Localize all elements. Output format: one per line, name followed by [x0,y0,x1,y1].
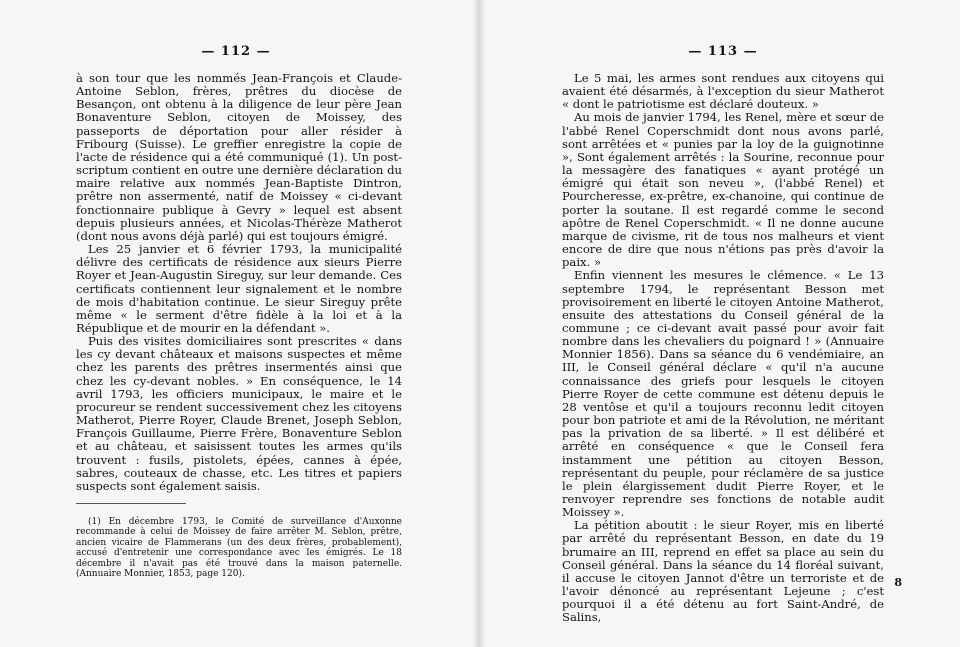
paragraph: La pétition aboutit : le sieur Royer, mis en liberté par arrêté du représentant Besson, en date du 19 brumaire an III, reprend en effet sa place au sein du Conseil général. Dans la séance du 14 floréal suivant, il accuse le citoyen Jannot d'être un terroriste et de l'avoir dénoncé au représentant Lejeune ; c'est pourquoi il a été détenu au fort Saint-André, de Salins, [562,518,884,625]
signature-mark: 8 [894,576,902,589]
body-text [76,72,402,493]
paragraph: Enfin viennent les mesures le clémence. « Le 13 septembre 1794, le représentant Besson met provisoirement en liberté le citoyen Antoine Matherot, ensuite des attestations du Conseil général de la commune ; ce ci-devant avait passé pour avoir fait nombre dans les chevaliers du poignard ! » (Annuaire Monnier 1856). Dans sa séance du 6 vendémiaire, an III, le Conseil général déclare « qu'il n'a aucune connaissance des griefs pour lesquels le citoyen Pierre Royer de cette commune est détenu depuis le 28 ventôse et qu'il a toujours reconnu ledit citoyen pour bon patriote et ami de la Révolution, ne méritant pas la privation de sa liberté. » Il est délibéré et arrêté en conséquence « que le Conseil fera instamment une pétition au citoyen Besson, représentant du peuple, pour réclamère de sa justice le plein élargissement dudit Pierre Royer, et le renvoyer reprendre ses fonctions de notable audit Moissey ». [562,268,884,520]
paragraph: Puis des visites domiciliaires sont prescrites « dans les cy devant châteaux et maisons suspectes et même chez les parents des prêtres insermentés ainsi que chez les cy-devant nobles. » En conséquence, le 14 avril 1793, les officiers municipaux, le maire et le procureur se rendent successivement chez les citoyens Matherot, Pierre Royer, Claude Brenet, Joseph Seblon, François Guillaume, Pierre Frère, Bonaventure Seblon et au château, et saisissent toutes les armes qu'ils trouvent : fusils, pistolets, épées, cannes à épée, sabres, couteaux de chasse, etc. Les titres et papiers suspects sont également saisis. [76,334,402,493]
paragraph: à son tour que les nommés Jean-François et Claude-Antoine Seblon, frères, prêtres du diocèse de Besançon, ont obtenu à la diligence de leur père Jean Bonaventure Seblon, citoyen de Moissey, des passeports de déportation pour aller résider à Fribourg (Suisse). Le greffier enregistre la copie de l'acte de résidence qui a été communiqué (1). Un post-scriptum contient en outre une dernière déclaration du maire relative aux nommés Jean-Baptiste Dintron, prêtre non assermenté, natif de Moissey « ci-devant fonctionnaire publique à Gevry » lequel est absent depuis plusieurs années, et Nicolas-Thérèze Matherot (dont nous avons déjà parlé) qui est toujours émigré. [76,71,402,243]
paragraph: Au mois de janvier 1794, les Renel, mère et sœur de l'abbé Renel Coperschmidt dont nous avons parlé, sont arrêtées et « punies par la loy de la guignotinne », Sont également arrêtés : la Sourine, reconnue pour la messagère des fanatiques « ayant protégé un émigré qui était son neveu », (l'abbé Renel) et Pourcheresse, ex-prêtre, ex-chanoine, qui continue de porter la soutane. Il est regardé comme le second apôtre de Renel Coperschmidt. « Il ne donne aucune marque de civisme, rit de tous nos malheurs et vient encore de dire que nous n'étions pas près d'avoir la paix. » [562,110,884,270]
page-number: — 113 — [688,44,758,59]
right-page [486,0,960,647]
footnote-text: (1) En décembre 1793, le Comité de surveillance d'Auxonne recommande à celui de Moissey de faire arrêter M. Seblon, prêtre, ancien vicaire de Flammerans (un des deux frères, probablement), accusé d'entretenir une correspondance avec les émigrés. Le 18 décembre il n'avait pas été trouvé dans la maison paternelle. (Annuaire Monnier, 1853, page 120). [76,517,402,580]
book-gutter [472,0,486,647]
left-page [0,0,472,647]
footnote-rule [76,503,186,504]
paragraph: Le 5 mai, les armes sont rendues aux citoyens qui avaient été désarmés, à l'exception du sieur Matherot « dont le patriotisme est déclaré douteux. » [562,71,884,112]
paragraph: Les 25 janvier et 6 février 1793, la municipalité délivre des certificats de résidence aux sieurs Pierre Royer et Jean-Augustin Sireguy, sur leur demande. Ces certificats contiennent leur signalement et le nombre de mois d'habitation continue. Le sieur Sireguy prête même « le serment d'être fidèle à la loi et à la République et de mourir en la défendant ». [76,242,402,335]
page-number: — 112 — [201,44,271,59]
footnote [76,517,402,579]
body-text [562,72,884,625]
